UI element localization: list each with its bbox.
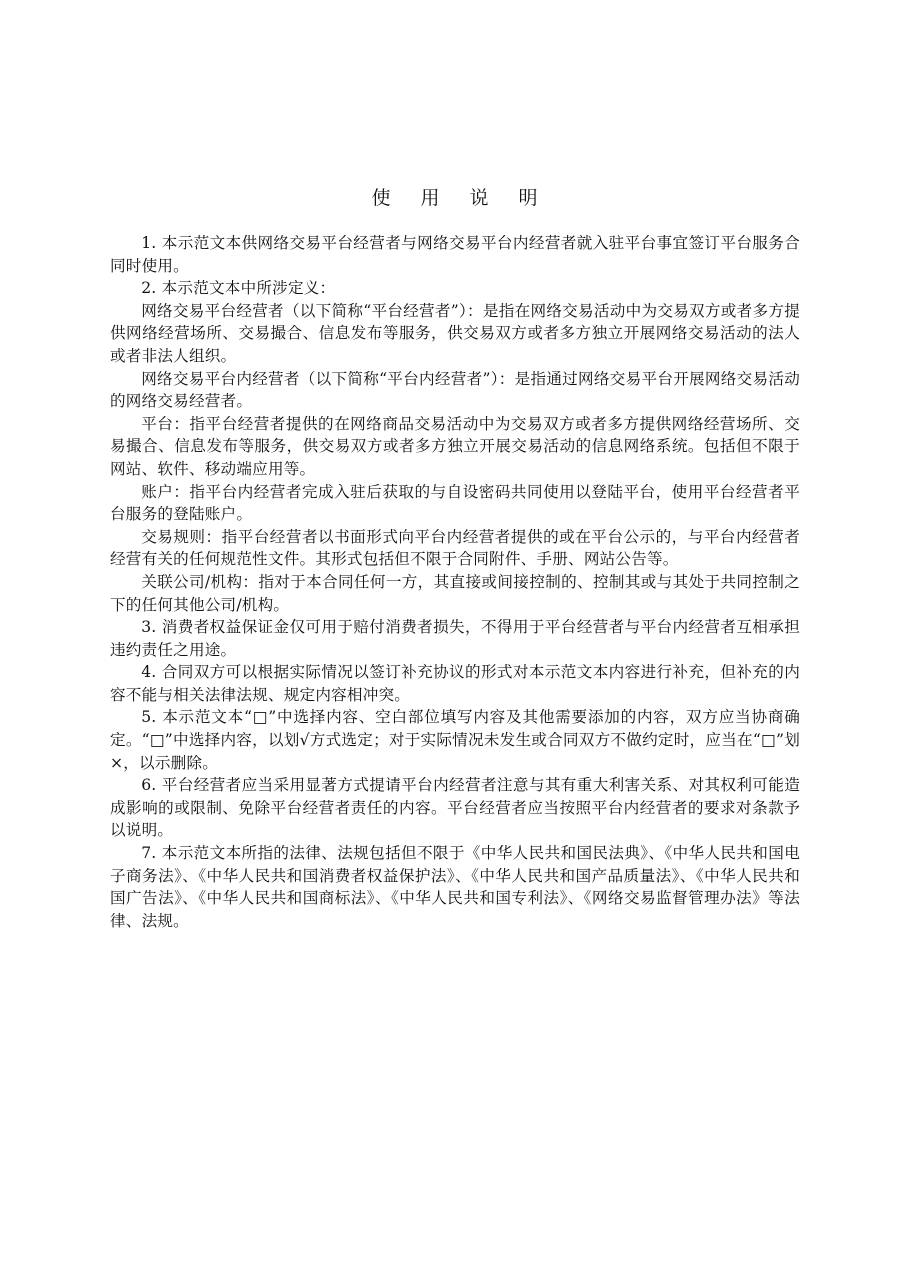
paragraph-3: 3. 消费者权益保证金仅可用于赔付消费者损失，不得用于平台经营者与平台内经营者互相承担违约责任之用途。 [110, 618, 800, 659]
paragraph-1: 1. 本示范文本供网络交易平台经营者与网络交易平台内经营者就入驻平台事宜签订平台服务合同时使用。 [110, 234, 800, 275]
definition-affiliate: 关联公司/机构：指对于本合同任何一方，其直接或间接控制的、控制其或与其处于共同控制之下的任何其他公司/机构。 [110, 572, 800, 614]
definition-platform-operator: 网络交易平台经营者（以下简称“平台经营者”）：是指在网络交易活动中为交易双方或者多方提供网络经营场所、交易撮合、信息发布等服务，供交易双方或者多方独立开展网络交易活动的法人或者非法人组织。 [110, 301, 800, 365]
paragraph-5: 5. 本示范文本“□”中选择内容、空白部位填写内容及其他需要添加的内容，双方应当协商确定。“□”中选择内容，以划√方式选定；对于实际情况未发生或合同双方不做约定时，应当在“□”划×，以示删除。 [110, 708, 800, 772]
definition-in-platform-operator: 网络交易平台内经营者（以下简称“平台内经营者”）：是指通过网络交易平台开展网络交易活动的网络交易经营者。 [110, 369, 800, 411]
paragraph-7: 7. 本示范文本所指的法律、法规包括但不限于《中华人民共和国民法典》、《中华人民共和国电子商务法》、《中华人民共和国消费者权益保护法》、《中华人民共和国产品质量法》、《中华人民共和国广告法》、《中华人民共和国商标法》、《中华人民共和国专利法》、《网络交易监督管理办法》等法律、法规。 [110, 844, 800, 930]
page-title: 使 用 说 明 [371, 187, 550, 209]
document-body [110, 232, 800, 932]
definition-account: 账户：指平台内经营者完成入驻后获取的与自设密码共同使用以登陆平台，使用平台经营者平台服务的登陆账户。 [110, 482, 800, 524]
paragraph-4: 4. 合同双方可以根据实际情况以签订补充协议的形式对本示范文本内容进行补充，但补充的内容不能与相关法律法规、规定内容相冲突。 [110, 663, 800, 704]
definition-platform: 平台：指平台经营者提供的在网络商品交易活动中为交易双方或者多方提供网络经营场所、交易撮合、信息发布等服务，供交易双方或者多方独立开展交易活动的信息网络系统。包括但不限于网站、软件、移动端应用等。 [110, 414, 800, 478]
paragraph-6: 6. 平台经营者应当采用显著方式提请平台内经营者注意与其有重大利害关系、对其权利可能造成影响的或限制、免除平台经营者责任的内容。平台经营者应当按照平台内经营者的要求对条款予以说明。 [110, 776, 800, 840]
definition-trading-rules: 交易规则：指平台经营者以书面形式向平台内经营者提供的或在平台公示的，与平台内经营者经营有关的任何规范性文件。其形式包括但不限于合同附件、手册、网站公告等。 [110, 527, 800, 569]
paragraph-2: 2. 本示范文本中所涉定义： [141, 279, 336, 298]
